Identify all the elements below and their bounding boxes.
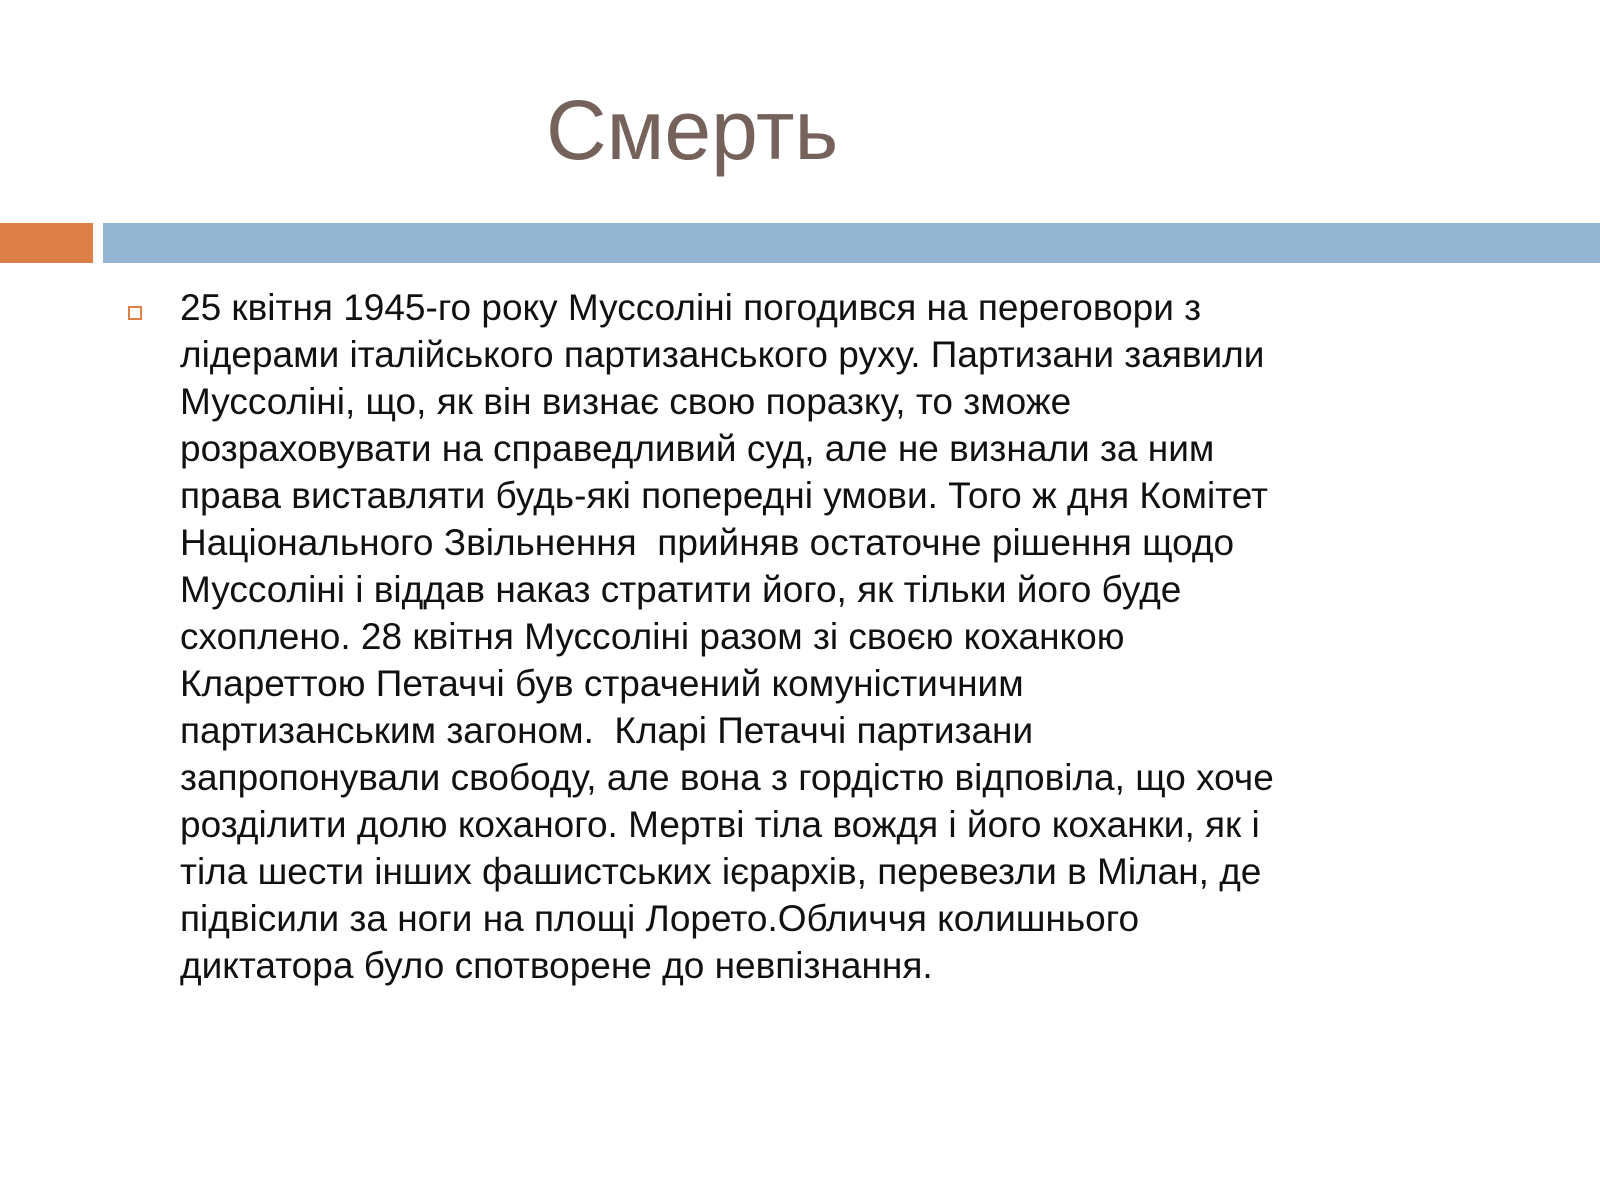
header-divider-bar bbox=[103, 223, 1600, 263]
paragraph-line: Муссоліні і віддав наказ стратити його, як тільки його буде bbox=[180, 569, 1182, 610]
paragraph-line: тіла шести інших фашистських ієрархів, перевезли в Мілан, де bbox=[180, 851, 1262, 892]
paragraph-line: партизанським загоном. Кларі Петаччі партизани bbox=[180, 710, 1034, 751]
paragraph-line: розділити долю коханого. Мертві тіла вождя і його коханки, як і bbox=[180, 804, 1260, 845]
paragraph-line: схоплено. 28 квітня Муссоліні разом зі своєю коханкою bbox=[180, 616, 1125, 657]
paragraph-line: лідерами італійського партизанського руху. Партизани заявили bbox=[180, 334, 1265, 375]
paragraph-line: розраховувати на справедливий суд, але не визнали за ним bbox=[180, 428, 1215, 469]
paragraph-line: 25 квітня 1945-го року Муссоліні погодився на переговори з bbox=[180, 287, 1202, 328]
paragraph-line: Клареттою Петаччі був страчений комуністичним bbox=[180, 663, 1024, 704]
paragraph-line: диктатора було спотворене до невпізнання. bbox=[180, 945, 933, 986]
paragraph-line: Муссоліні, що, як він визнає свою поразку, то зможе bbox=[180, 381, 1072, 422]
square-outline-bullet-icon bbox=[128, 306, 142, 320]
accent-bar bbox=[0, 223, 93, 263]
paragraph-line: Національного Звільнення прийняв остаточне рішення щодо bbox=[180, 522, 1235, 563]
slide-title: Смерть bbox=[546, 83, 839, 177]
paragraph-line: запропонували свободу, але вона з гордістю відповіла, що хоче bbox=[180, 757, 1274, 798]
paragraph-line: права виставляти будь-які попередні умови. Того ж дня Комітет bbox=[180, 475, 1268, 516]
bullet-paragraph bbox=[180, 284, 1510, 989]
paragraph-line: підвісили за ноги на площі Лорето.Обличчя колишнього bbox=[180, 898, 1140, 939]
